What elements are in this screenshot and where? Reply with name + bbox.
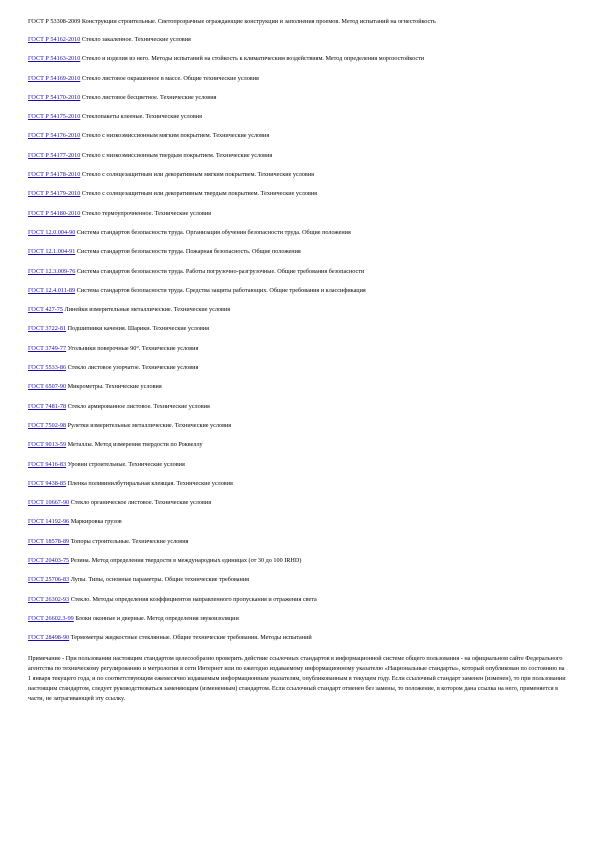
standard-code-link[interactable]: ГОСТ 3749-77 <box>28 344 67 352</box>
reference-entry <box>28 422 568 430</box>
reference-entry-intro: ГОСТ Р 53308-2009 Конструкции строительные. Светопрозрачные ограждающие конструкции и заполнения проемов. Метод испытаний на огнестойкость <box>28 18 436 25</box>
standard-code-link[interactable]: ГОСТ 9438-85 <box>28 479 67 487</box>
standard-code-link[interactable]: ГОСТ Р 54176-2010 <box>28 132 81 140</box>
standard-code-link[interactable]: ГОСТ 7502-98 <box>28 421 67 429</box>
standard-title: Лупы. Типы, основные параметры. Общие технические требования <box>69 576 250 584</box>
standard-code-link[interactable]: ГОСТ Р 54179-2010 <box>28 190 81 198</box>
standard-title: Пленка поливинилбутиральная клеящая. Технические условия <box>66 479 233 487</box>
standard-code-link[interactable]: ГОСТ 427-75 <box>28 306 63 314</box>
reference-entry <box>28 325 568 333</box>
standard-title: Уровни строительные. Технические условия <box>66 460 185 468</box>
standard-title: Система стандартов безопасности труда. Пожарная безопасность. Общие положения <box>75 248 301 256</box>
standard-code-link[interactable]: ГОСТ 10667-90 <box>28 499 70 507</box>
standard-code-link[interactable]: ГОСТ 5533-86 <box>28 364 67 372</box>
standard-title: Металлы. Метод измерения твердости по Роквеллу <box>66 441 203 449</box>
standard-title: Резина. Метод определения твердости в международных единицах (от 30 до 100 IRHD) <box>69 557 302 565</box>
standard-code-link[interactable]: ГОСТ 12.3.009-76 <box>28 267 76 275</box>
standard-title: Стекло с солнцезащитным или декоративным твердым покрытием. Технические условия <box>80 190 318 198</box>
standard-code-link[interactable]: ГОСТ 12.4.011-89 <box>28 286 76 294</box>
standard-code-link[interactable]: ГОСТ Р 54170-2010 <box>28 93 81 101</box>
standard-code-link[interactable]: ГОСТ 12.0.004-90 <box>28 228 76 236</box>
reference-entry <box>28 152 568 160</box>
standard-title: Стекло органическое листовое. Технические условия <box>69 499 212 507</box>
standard-code-link[interactable]: ГОСТ 18578-89 <box>28 537 70 545</box>
reference-entry <box>28 190 568 198</box>
standard-code-link[interactable]: ГОСТ Р 54180-2010 <box>28 209 81 217</box>
note-paragraph: Примечание - При пользовании настоящим стандартом целесообразно проверить действие ссылочных стандартов в информационной системе общего пользования - на официальном сайте Федерального агентства по техническому регулированию и метрологии в сети Интернет или по ежегодно издаваемому информационному указателю «Национальные стандарты», который опубликован по состоянию на 1 января текущего года, и по соответствующим ежемесячно издаваемым информационным указателям, опубликованным в текущем году. Если ссылочный стандарт заменен (изменен), то при пользовании настоящим стандартом, следует руководствоваться заменяющим (измененным) стандартом. Если ссылочный стандарт отменен без замены, то положение, в котором дана ссылка на него, применяется в части, не затрагивающей эту ссылку. <box>28 654 566 703</box>
standard-code-link[interactable]: ГОСТ 26302-93 <box>28 595 70 603</box>
standard-title: Стекло и изделия из него. Методы испытаний на стойкость к климатическим воздействиям. Метод определения морозостойкости <box>80 55 425 63</box>
standard-title: Стекло армированное листовое. Технические условия <box>66 402 210 410</box>
reference-entry <box>28 94 568 102</box>
standard-title: Стеклопакеты клееные. Технические условия <box>80 113 202 121</box>
standard-title: Стекло. Методы определения коэффициентов направленного пропускания и отражения света <box>69 595 317 603</box>
reference-entry <box>28 287 568 295</box>
standard-code-link[interactable]: ГОСТ 14192-96 <box>28 518 70 526</box>
reference-entry <box>28 268 568 276</box>
reference-entry <box>28 634 568 642</box>
standard-title: Стекло листовое бесцветное. Технические условия <box>80 93 217 101</box>
standard-code-link[interactable]: ГОСТ 12.1.004-91 <box>28 248 76 256</box>
reference-entry <box>28 441 568 449</box>
reference-entry <box>28 557 568 565</box>
standard-title: Стекло с солнцезащитным или декоративным мягким покрытием. Технические условия <box>80 171 314 179</box>
standard-code-link[interactable]: ГОСТ 28498-90 <box>28 634 70 642</box>
standard-title: Угольники поверочные 90°. Технические условия <box>66 344 199 352</box>
standard-code-link[interactable]: ГОСТ 9013-59 <box>28 441 67 449</box>
standard-title: Термометры жидкостные стеклянные. Общие технические требования. Методы испытаний <box>69 634 312 642</box>
standard-title: Блоки оконные и дверные. Метод определения звукоизоляции <box>73 614 239 622</box>
standard-title: Система стандартов безопасности труда. Средства защиты работающих. Общие требования и классификация <box>75 286 366 294</box>
standard-code-link[interactable]: ГОСТ 9416-83 <box>28 460 67 468</box>
standard-title: Система стандартов безопасности труда. Работы погрузочно-разгрузочные. Общие требования безопасности <box>75 267 365 275</box>
standard-code-link[interactable]: ГОСТ 7481-78 <box>28 402 67 410</box>
standard-title: Подшипники качения. Шарики. Технические условия <box>66 325 210 333</box>
reference-entry <box>28 364 568 372</box>
reference-entry <box>28 518 568 526</box>
standard-title: Топоры строительные. Технические условия <box>69 537 189 545</box>
standard-code-link[interactable]: ГОСТ 20403-75 <box>28 557 70 565</box>
reference-entry <box>28 403 568 411</box>
standard-title: Стекло с низкоэмиссионным твердым покрытием. Технические условия <box>80 151 273 159</box>
reference-entry <box>28 480 568 488</box>
standard-title: Линейки измерительные металлические. Технические условия <box>62 306 231 314</box>
standard-title: Стекло закаленное. Технические условия <box>80 36 191 43</box>
reference-entry <box>28 615 568 623</box>
reference-entry <box>28 229 568 237</box>
standard-code-link[interactable]: ГОСТ Р 54177-2010 <box>28 151 81 159</box>
standard-title: Стекло термоупрочненное. Технические условия <box>80 209 211 217</box>
reference-entry <box>28 461 568 469</box>
standard-code-link[interactable]: ГОСТ 3722-81 <box>28 325 67 333</box>
reference-entry <box>28 345 568 353</box>
reference-entry <box>28 113 568 121</box>
standard-title: Стекло листовое окрашенное в массе. Общие технические условия <box>80 74 259 82</box>
standard-code-link[interactable]: ГОСТ Р 54178-2010 <box>28 171 81 179</box>
standard-code-link[interactable]: ГОСТ Р 54169-2010 <box>28 74 81 82</box>
standard-code-link[interactable]: ГОСТ Р 54175-2010 <box>28 113 81 121</box>
reference-entry <box>28 132 568 140</box>
standard-title: Микрометры. Технические условия <box>66 383 162 391</box>
reference-entry <box>28 576 568 584</box>
reference-entry <box>28 306 568 314</box>
standard-title: Стекло с низкоэмиссионным мягким покрытием. Технические условия <box>80 132 270 140</box>
reference-entry <box>28 248 568 256</box>
reference-entry <box>28 499 568 507</box>
reference-list <box>28 36 568 642</box>
standard-code-link[interactable]: ГОСТ 25706-83 <box>28 576 70 584</box>
standard-code-link[interactable]: ГОСТ Р 54162-2010 <box>28 36 81 43</box>
reference-entry <box>28 538 568 546</box>
standard-title: Маркировка грузов <box>69 518 122 526</box>
reference-entry <box>28 171 568 179</box>
document-page <box>28 18 568 705</box>
standard-code-link[interactable]: ГОСТ Р 54163-2010 <box>28 55 81 63</box>
reference-entry <box>28 55 568 63</box>
reference-entry <box>28 596 568 604</box>
reference-entry <box>28 75 568 83</box>
standard-title: Система стандартов безопасности труда. Организация обучения безопасности труда. Общие положения <box>75 228 351 236</box>
standard-code-link[interactable]: ГОСТ 26602.3-99 <box>28 614 74 622</box>
reference-entry <box>28 383 568 391</box>
reference-entry <box>28 210 568 218</box>
standard-title: Рулетки измерительные металлические. Технические условия <box>66 421 232 429</box>
standard-title: Стекло листовое узорчатое. Технические условия <box>66 364 199 372</box>
reference-entry <box>28 36 568 44</box>
standard-code-link[interactable]: ГОСТ 6507-90 <box>28 383 67 391</box>
